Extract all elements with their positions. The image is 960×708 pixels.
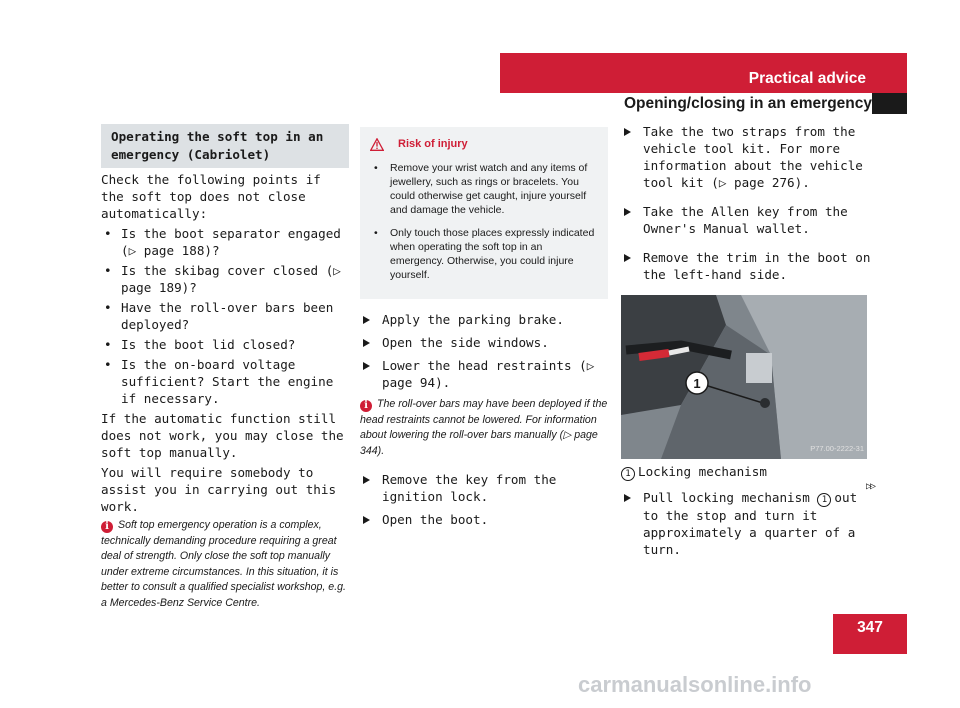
step-text: Pull locking mechanism <box>643 490 810 505</box>
warning-list <box>370 161 598 282</box>
info-icon: i <box>360 400 372 412</box>
step-item: Take the two straps from the vehicle tool kit. For more information about the vehicle tool kit (▷ page 276). <box>621 123 871 191</box>
continue-marker: ▷▷ <box>866 481 875 492</box>
step-item: Apply the parking brake. <box>360 311 608 328</box>
check-item: • Is the skibag cover closed (▷ page 189)? <box>101 262 349 296</box>
warning-item: • Only touch those places expressly indicated when operating the soft top in an emergency. Otherwise, you could injure yourself. <box>370 226 598 282</box>
column-1 <box>101 124 349 611</box>
paragraph: You will require somebody to assist you in carrying out this work. <box>101 465 337 514</box>
step-item: Take the Allen key from the Owner's Manual wallet. <box>621 203 871 237</box>
photo-code: P77.00-2222-31 <box>810 444 864 453</box>
step-list <box>621 489 871 558</box>
info-icon: i <box>101 521 113 533</box>
step-list <box>621 123 871 283</box>
watermark: carmanualsonline.info <box>578 672 812 697</box>
header-black-tab <box>872 93 907 114</box>
header-red-bar <box>500 53 907 93</box>
warning-item: • Remove your wrist watch and any items of jewellery, such as rings or bracelets. You could otherwise get caught, injure yourself and damage the vehicle. <box>370 161 598 217</box>
column-2 <box>360 127 608 534</box>
info-note <box>101 518 349 611</box>
step-list <box>360 471 608 528</box>
check-list <box>101 225 349 407</box>
callout-number: 1 <box>817 493 831 507</box>
photo-illustration <box>621 295 867 459</box>
check-item: • Is the boot lid closed? <box>101 336 349 353</box>
info-text: The roll-over bars may have been deployed if the head restraints cannot be lowered. For information about lowering the roll-over bars manually (▷ page 344). <box>360 398 608 457</box>
info-note <box>360 397 608 459</box>
warning-heading <box>370 137 598 151</box>
photo-marker-1: 1 <box>693 376 701 391</box>
locking-mechanism-photo <box>621 295 867 459</box>
check-item: • Have the roll-over bars been deployed? <box>101 299 349 333</box>
step-text: out to the stop and turn it approximately a quarter of a turn. <box>643 490 858 557</box>
page-title: Opening/closing in an emergency <box>623 95 872 112</box>
page-number-box <box>833 614 907 654</box>
section-title: Practical advice <box>748 70 866 87</box>
column-3 <box>621 123 871 570</box>
warning-title: Risk of injury <box>398 138 468 150</box>
step-list <box>360 311 608 391</box>
warning-triangle-icon <box>370 138 384 151</box>
photo-caption <box>621 463 871 481</box>
step-item: Lower the head restraints (▷ page 94). <box>360 357 608 391</box>
check-item: • Is the on-board voltage sufficient? Start the engine if necessary. <box>101 356 349 407</box>
caption-text: Locking mechanism <box>638 464 767 479</box>
check-item: • Is the boot separator engaged (▷ page 188)? <box>101 225 349 259</box>
intro-text: Check the following points if the soft top does not close automatically: <box>101 172 321 221</box>
info-text: Soft top emergency operation is a complex, technically demanding procedure requiring a great deal of strength. Only close the soft top manually under extreme circumstances. In this situation, it is better to consult a qualified specialist workshop, e.g. a Mercedes-Benz Service Centre. <box>101 519 346 609</box>
step-item: Open the side windows. <box>360 334 608 351</box>
paragraph: If the automatic function still does not work, you may close the soft top manually. <box>101 411 344 460</box>
page-number: 347 <box>857 619 883 636</box>
step-item: Remove the key from the ignition lock. <box>360 471 608 505</box>
step-item <box>621 489 871 558</box>
warning-box <box>360 127 608 299</box>
step-item: Remove the trim in the boot on the left-hand side. <box>621 249 871 283</box>
step-item: Open the boot. <box>360 511 608 528</box>
callout-number: 1 <box>621 467 635 481</box>
subsection-heading: Operating the soft top in an emergency (Cabriolet) <box>101 124 349 168</box>
